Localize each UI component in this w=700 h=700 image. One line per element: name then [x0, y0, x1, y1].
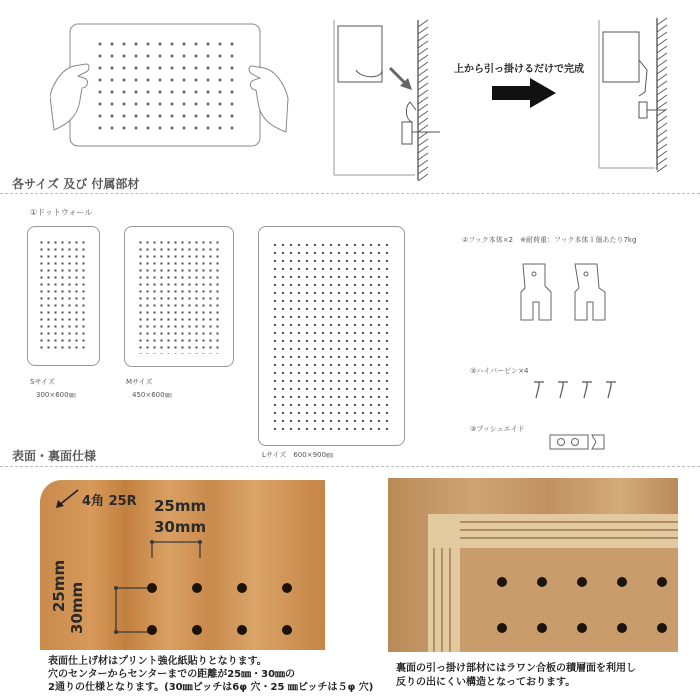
pin-icon	[530, 376, 630, 406]
section-divider-2	[0, 466, 700, 467]
hands-board-illustration	[50, 18, 290, 150]
spec-section-title: 表面・裏面仕様	[12, 449, 97, 463]
board-l	[258, 226, 405, 446]
pin-label: ③ハイパーピン×4	[470, 367, 529, 375]
push-aid-icon	[548, 432, 608, 452]
surface-caption-2: 穴のセンターからセンターまでの距離が25㎜・30㎜の	[48, 669, 296, 680]
board-m-dimensions: 450×600㎜	[132, 391, 172, 399]
peg-hole	[237, 625, 247, 635]
dotwall-label: ①ドットウォール	[30, 208, 93, 217]
board-l-label: Lサイズ 600×900㎜	[262, 451, 333, 459]
board-s	[27, 226, 100, 366]
horizontal-dim-25: 25mm	[154, 497, 207, 515]
board-m-name: Mサイズ	[126, 378, 153, 386]
section-divider	[0, 193, 700, 194]
peg-hole	[237, 583, 247, 593]
board-s-dimensions: 300×600㎜	[36, 391, 76, 399]
surface-caption-3: 2通りの仕様となります。(30㎜ピッチは6φ 穴・25 ㎜ピッチは５φ 穴)	[48, 682, 374, 693]
right-arrow-icon	[492, 78, 556, 108]
back-caption-2: 反りの出にくい構造となっております。	[396, 677, 576, 688]
horizontal-dim-30: 30mm	[154, 518, 207, 536]
corner-arrow-icon	[52, 486, 82, 510]
corner-radius-label: 4角 25R	[82, 494, 137, 509]
instruction-text: 上から引っ掛けるだけで完成	[454, 64, 584, 75]
sizes-section-title: 各サイズ 及び 付属部材	[12, 177, 140, 191]
peg-hole	[282, 625, 292, 635]
vertical-dim-30: 30mm	[68, 581, 86, 634]
peg-hole	[147, 583, 157, 593]
board-m	[124, 226, 234, 367]
peg-hole	[282, 583, 292, 593]
hook-icon	[515, 258, 615, 328]
peg-hole	[147, 625, 157, 635]
back-caption-1: 裏面の引っ掛け部材にはラワン合板の積層面を利用し	[396, 663, 636, 674]
back-plywood-photo	[388, 478, 678, 652]
surface-caption-1: 表面仕上げ材はプリント強化紙貼りとなります。	[48, 656, 267, 667]
hanging-after-illustration	[595, 10, 695, 175]
push-aid-label: ③プッシュエイド	[470, 425, 525, 433]
peg-hole	[192, 625, 202, 635]
board-s-name: Sサイズ	[30, 378, 55, 386]
vertical-dim-25: 25mm	[50, 559, 68, 612]
hanging-before-illustration	[330, 10, 440, 185]
peg-hole	[192, 583, 202, 593]
hook-label: ②フック本体×2 ※耐荷重：フック本体１個あたり7kg	[462, 236, 637, 244]
